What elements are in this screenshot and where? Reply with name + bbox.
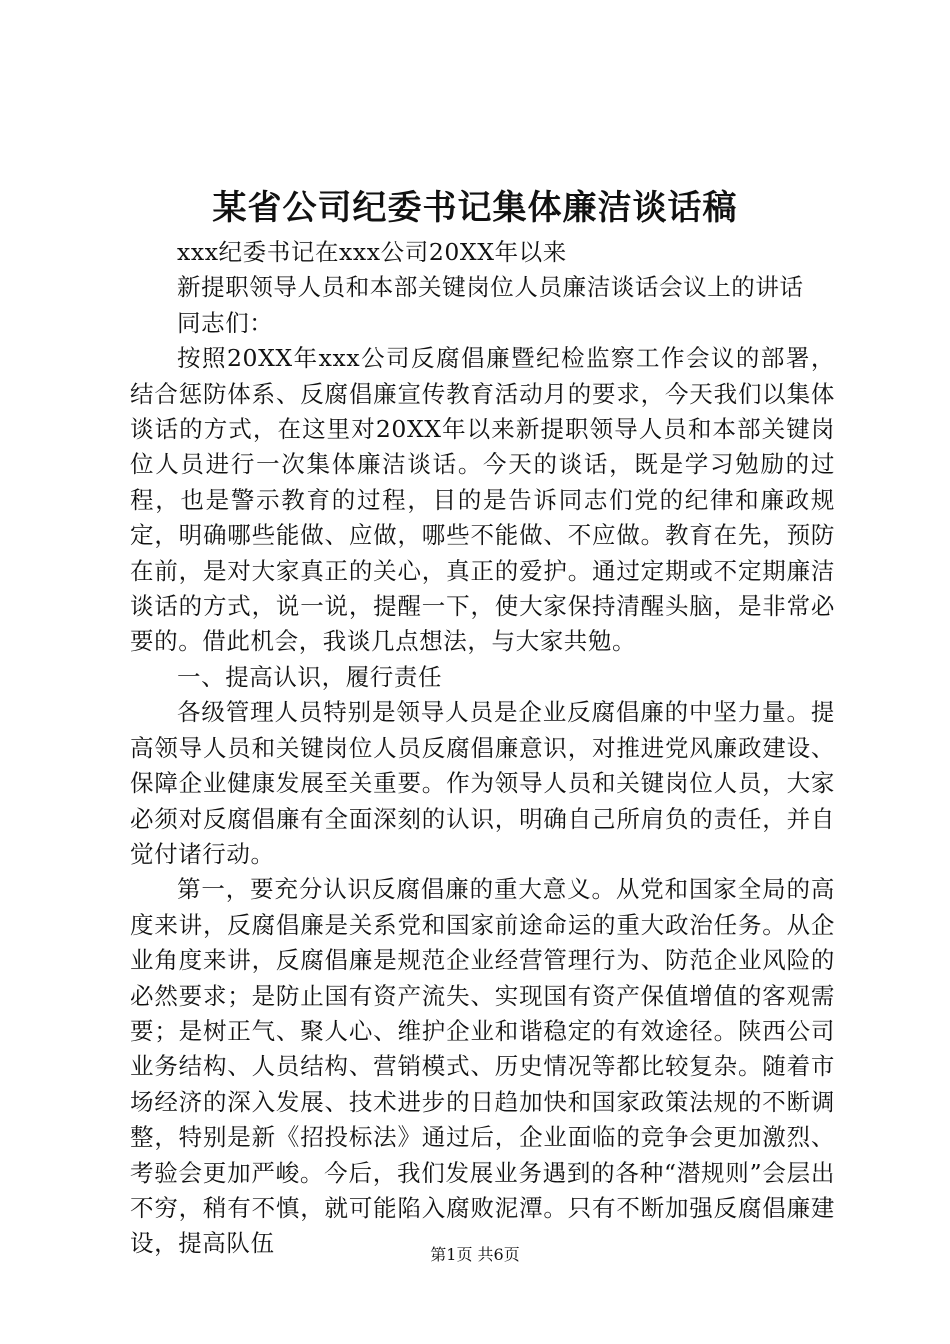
- document-body: [130, 235, 835, 1262]
- document-title: 某省公司纪委书记集体廉洁谈话稿: [212, 188, 738, 228]
- body-paragraph: 第一，要充分认识反腐倡廉的重大意义。从党和国家全局的高度来讲，反腐倡廉是关系党和国家前途命运的重大政治任务。从企业角度来讲，反腐倡廉是规范企业经营管理行为、防范企业风险的必然要求；是防止国有资产流失、实现国有资产保值增值的客观需要；是树正气、聚人心、维护企业和谐稳定的有效途径。陕西公司业务结构、人员结构、营销模式、历史情况等都比较复杂。随着市场经济的深入发展、技术进步的日趋加快和国家政策法规的不断调整，特别是新《招投标法》通过后，企业面临的竞争会更加激烈、考验会更加严峻。今后，我们发展业务遇到的各种“潜规则”会层出不穷，稍有不慎，就可能陷入腐败泥潭。只有不断加强反腐倡廉建设，提高队伍: [130, 875, 835, 1258]
- body-paragraph: 按照20XX年xxx公司反腐倡廉暨纪检监察工作会议的部署，结合惩防体系、反腐倡廉宣传教育活动月的要求，今天我们以集体谈话的方式，在这里对20XX年以来新提职领导人员和本部关键岗位人员进行一次集体廉洁谈话。今天的谈话，既是学习勉励的过程，也是警示教育的过程，目的是告诉同志们党的纪律和廉政规定，明确哪些能做、应做，哪些不能做、不应做。教育在先，预防在前，是对大家真正的关心，真正的爱护。通过定期或不定期廉洁谈话的方式，说一说，提醒一下，使大家保持清醒头脑，是非常必要的。借此机会，我谈几点想法，与大家共勉。: [130, 344, 835, 656]
- section-heading: 一、提高认识，履行责任: [177, 662, 443, 691]
- page-footer: 第1页 共6页: [430, 1245, 520, 1264]
- salutation: 同志们：: [177, 308, 274, 337]
- body-paragraph: 各级管理人员特别是领导人员是企业反腐倡廉的中坚力量。提高领导人员和关键岗位人员反腐倡廉意识，对推进党风廉政建设、保障企业健康发展至关重要。作为领导人员和关键岗位人员，大家必须对反腐倡廉有全面深刻的认识，明确自己所肩负的责任，并自觉付诸行动。: [130, 698, 835, 868]
- subtitle-line-2: 新提职领导人员和本部关键岗位人员廉洁谈话会议上的讲话: [177, 273, 804, 302]
- subtitle-line-1: xxx纪委书记在xxx公司20XX年以来: [177, 238, 567, 266]
